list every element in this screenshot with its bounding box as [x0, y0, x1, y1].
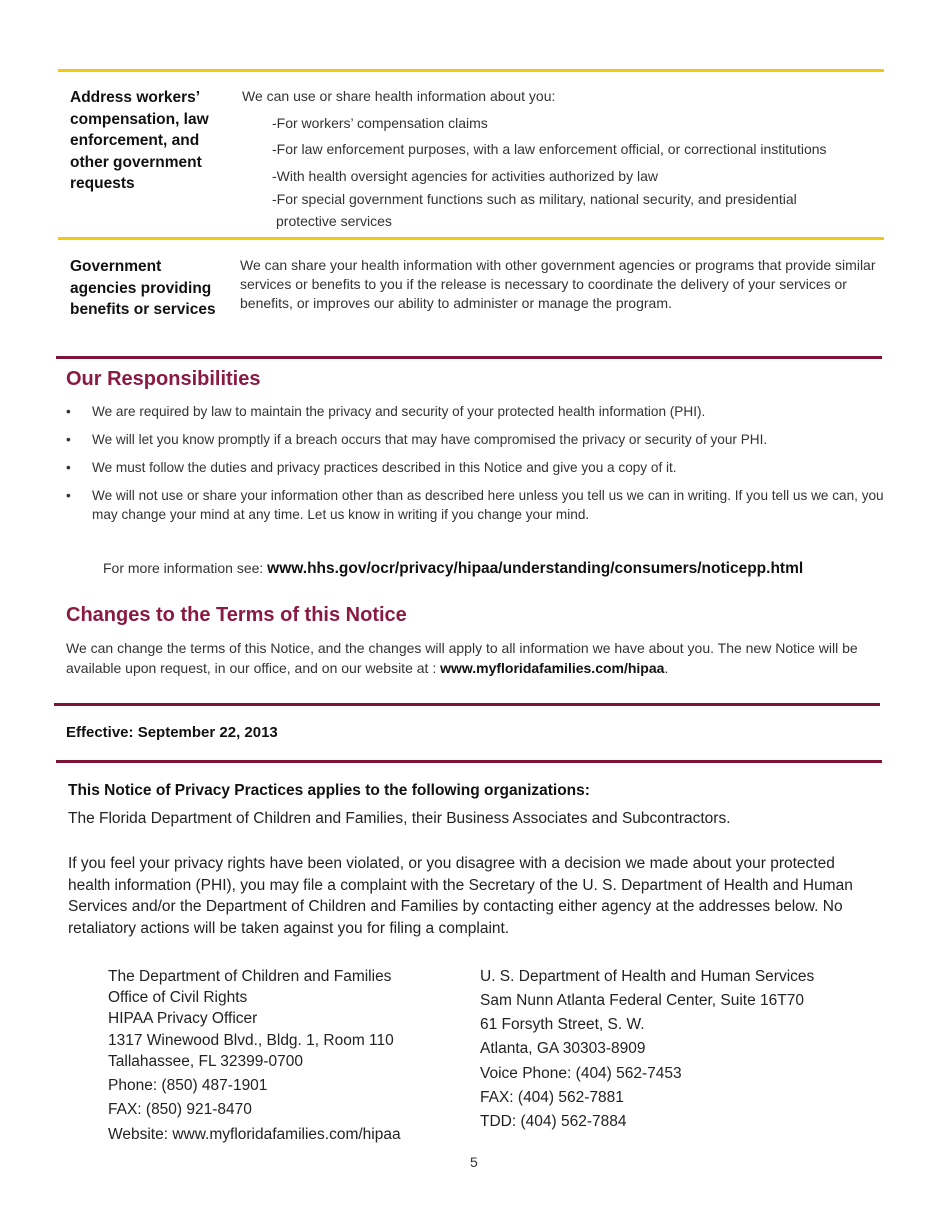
workers-row-item: -For special government functions such as military, national security, and presidential [272, 191, 797, 207]
dcf-website[interactable]: Website: www.myfloridafamilies.com/hipaa [108, 1126, 401, 1143]
more-info-line: For more information see: www.hhs.gov/ocr/privacy/hipaa/understanding/consumers/noticepp.html [103, 560, 804, 577]
changes-heading: Changes to the Terms of this Notice [66, 604, 407, 626]
page-number: 5 [470, 1154, 478, 1170]
list-item: • We must follow the duties and privacy practices described in this Notice and give you a copy of it. [66, 460, 677, 475]
workers-row-item: -For law enforcement purposes, with a law enforcement official, or correctional institutions [272, 141, 827, 157]
bullet-icon: • [66, 488, 71, 503]
changes-text: We can change the terms of this Notice, and the changes will apply to all information we have about you. The new Notice will be available upon request, in our office, and on our website at : www.myfloridafamilies.com/hipaa. [66, 640, 858, 676]
workers-row-item: protective services [276, 213, 392, 229]
government-row-text: We can share your health information with other government agencies or programs that provide similar services or benefits to you if the release is necessary to coordinate the delivery of your services or benefits, or improves our ability to administer or manage the program. [240, 257, 876, 311]
list-item: • We are required by law to maintain the privacy and security of your protected health information (PHI). [66, 404, 706, 419]
dcf-hipaa-link[interactable]: www.myfloridafamilies.com/hipaa [440, 660, 665, 676]
maroon-divider [54, 703, 880, 706]
effective-date: Effective: September 22, 2013 [66, 724, 278, 741]
row-yellow-divider [58, 237, 884, 240]
maroon-divider [56, 356, 882, 359]
workers-row-item: -With health oversight agencies for activities authorized by law [272, 168, 658, 184]
responsibilities-heading: Our Responsibilities [66, 368, 261, 390]
government-row-label: Government agencies providing benefits or services [70, 258, 216, 318]
list-item: • We will not use or share your information other than as described here unless you tell us we can in writing. If you tell us we can, you may change your mind at any time. Let us know in writing if you change your mind. [66, 488, 884, 522]
top-yellow-divider [58, 69, 884, 72]
hhs-privacy-link[interactable]: www.hhs.gov/ocr/privacy/hipaa/understanding/consumers/noticepp.html [267, 560, 804, 577]
workers-row-intro: We can use or share health information about you: [242, 88, 556, 104]
bullet-icon: • [66, 404, 71, 419]
maroon-divider [56, 760, 882, 763]
bullet-icon: • [66, 460, 71, 475]
applies-heading: This Notice of Privacy Practices applies to the following organizations: [68, 782, 590, 799]
responsibilities-list [66, 402, 886, 533]
list-item: • We will let you know promptly if a breach occurs that may have compromised the privacy or security of your PHI. [66, 432, 768, 447]
complaint-text: If you feel your privacy rights have been violated, or you disagree with a decision we made about your protected health information (PHI), you may file a complaint with the Secretary of the U. S. Department of Health and Human Services and/or the Department of Children and Families by contacting either agency at the addresses below. No retaliatory actions will be taken against you for filing a complaint. [68, 855, 853, 937]
workers-row-label: Address workers’ compensation, law enforcement, and other government requests [70, 89, 209, 192]
bullet-icon: • [66, 432, 71, 447]
applies-text: The Florida Department of Children and Families, their Business Associates and Subcontractors. [68, 810, 731, 827]
workers-row-item: -For workers’ compensation claims [272, 115, 488, 131]
